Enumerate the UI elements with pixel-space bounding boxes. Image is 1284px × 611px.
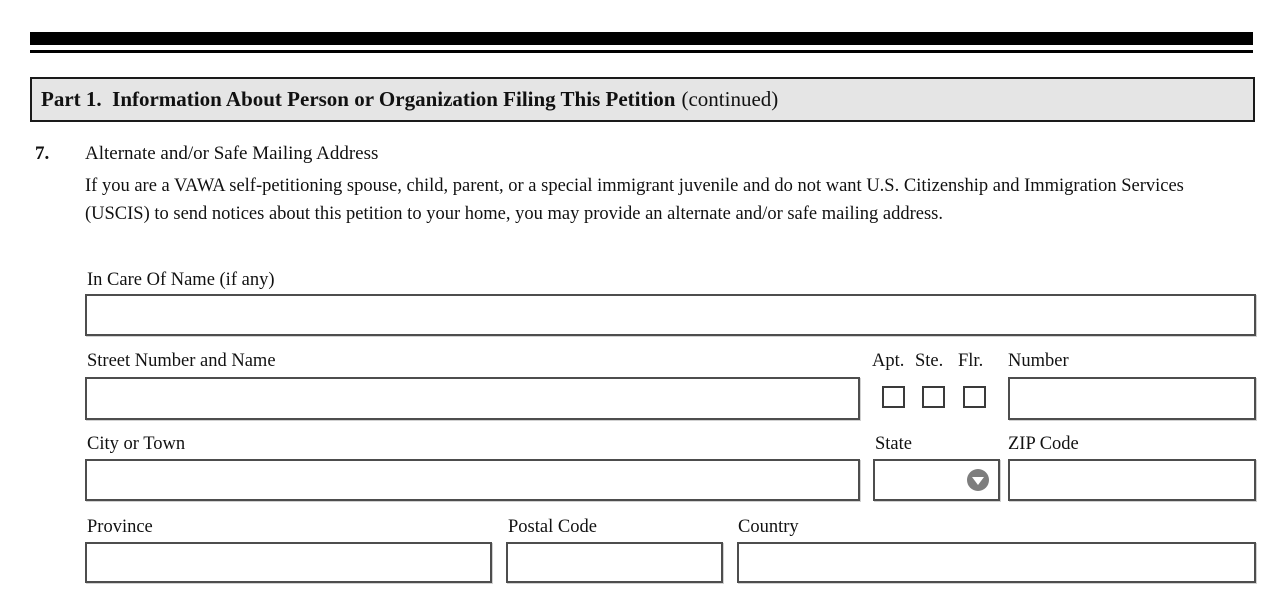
- separator-line-thin: [30, 50, 1253, 53]
- street-number-name-label: Street Number and Name: [87, 351, 276, 371]
- in-care-of-name-input[interactable]: [85, 294, 1256, 336]
- separator-bar-thick: [30, 32, 1253, 45]
- unit-number-label: Number: [1008, 351, 1069, 371]
- ste-checkbox[interactable]: [922, 386, 945, 408]
- city-or-town-label: City or Town: [87, 434, 186, 454]
- zip-code-label: ZIP Code: [1008, 434, 1079, 454]
- part1-section-header: [30, 77, 1255, 122]
- flr-label: Flr.: [958, 351, 984, 371]
- postal-code-label: Postal Code: [508, 517, 597, 537]
- state-select[interactable]: [873, 459, 1000, 501]
- ste-label: Ste.: [915, 351, 944, 371]
- in-care-of-name-label: In Care Of Name (if any): [87, 270, 275, 290]
- country-label: Country: [738, 517, 799, 537]
- unit-number-input[interactable]: [1008, 377, 1256, 420]
- chevron-down-circle-icon[interactable]: [967, 469, 989, 491]
- city-or-town-input[interactable]: [85, 459, 860, 501]
- item7-description: If you are a VAWA self-petitioning spouse, child, parent, or a special immigrant juvenile and do not want U.S. Citizenship and Immigration Services (USCIS) to send notices about this petition to your home, you may provide an alternate and/or safe mailing address.: [85, 176, 1184, 224]
- item7-number: 7.: [35, 143, 50, 164]
- flr-checkbox[interactable]: [963, 386, 986, 408]
- part1-header-continued: (continued): [681, 87, 779, 111]
- apt-checkbox[interactable]: [882, 386, 905, 408]
- province-label: Province: [87, 517, 153, 537]
- province-input[interactable]: [85, 542, 492, 583]
- apt-label: Apt.: [872, 351, 905, 371]
- part1-header-title: Part 1. Information About Person or Organization Filing This Petition: [41, 87, 676, 111]
- state-label: State: [875, 434, 912, 454]
- postal-code-input[interactable]: [506, 542, 723, 583]
- country-input[interactable]: [737, 542, 1256, 583]
- item7-title: Alternate and/or Safe Mailing Address: [85, 143, 379, 164]
- street-number-name-input[interactable]: [85, 377, 860, 420]
- zip-code-input[interactable]: [1008, 459, 1256, 501]
